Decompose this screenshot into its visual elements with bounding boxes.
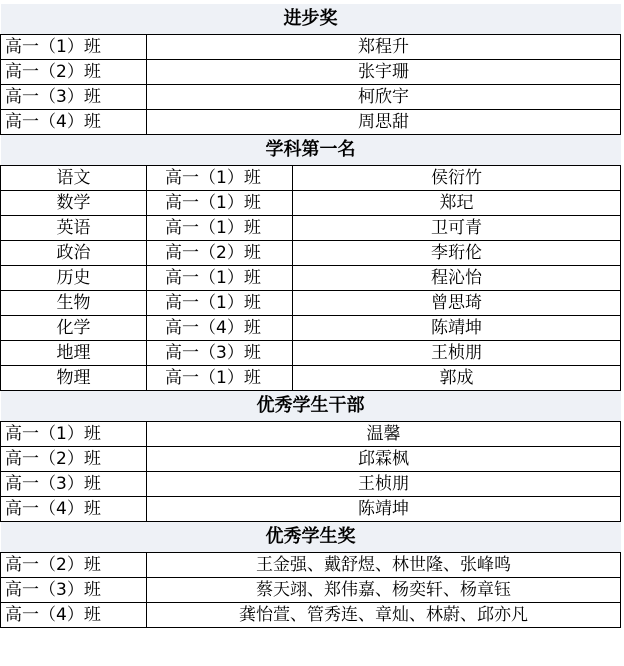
name-cell: 周思甜 bbox=[147, 110, 621, 135]
table-row bbox=[1, 291, 621, 316]
name-cell: 柯欣宇 bbox=[147, 85, 621, 110]
subject-cell: 地理 bbox=[1, 341, 147, 366]
section-title-progress: 进步奖 bbox=[1, 4, 621, 35]
table-row bbox=[1, 553, 621, 578]
class-cell: 高一（4）班 bbox=[1, 497, 147, 522]
name-cell: 邱霖枫 bbox=[147, 447, 621, 472]
name-cell: 张宇珊 bbox=[147, 60, 621, 85]
table-row bbox=[1, 578, 621, 603]
name-cell: 李珩伦 bbox=[293, 241, 621, 266]
name-cell: 郑程升 bbox=[147, 35, 621, 60]
class-cell: 高一（2）班 bbox=[1, 553, 147, 578]
class-cell: 高一（1）班 bbox=[1, 422, 147, 447]
name-cell: 侯衍竹 bbox=[293, 166, 621, 191]
name-cell: 卫可青 bbox=[293, 216, 621, 241]
class-cell: 高一（4）班 bbox=[1, 110, 147, 135]
subject-cell: 生物 bbox=[1, 291, 147, 316]
table-row bbox=[1, 166, 621, 191]
class-cell: 高一（2）班 bbox=[1, 447, 147, 472]
name-cell: 程沁怡 bbox=[293, 266, 621, 291]
name-cell: 陈靖坤 bbox=[147, 497, 621, 522]
name-cell: 郑玘 bbox=[293, 191, 621, 216]
class-cell: 高一（1）班 bbox=[147, 166, 293, 191]
table-row bbox=[1, 447, 621, 472]
class-cell: 高一（1）班 bbox=[147, 266, 293, 291]
table-row bbox=[1, 422, 621, 447]
class-cell: 高一（1）班 bbox=[147, 366, 293, 391]
section-title-excellent: 优秀学生奖 bbox=[1, 522, 621, 553]
name-cell: 陈靖坤 bbox=[293, 316, 621, 341]
table-row bbox=[1, 266, 621, 291]
class-cell: 高一（4）班 bbox=[147, 316, 293, 341]
name-cell: 温馨 bbox=[147, 422, 621, 447]
name-cell: 龚怡萱、管秀连、章灿、林蔚、邱亦凡 bbox=[147, 603, 621, 628]
excellent-student-table bbox=[0, 522, 621, 628]
cadre-award-table bbox=[0, 391, 621, 522]
class-cell: 高一（1）班 bbox=[1, 35, 147, 60]
class-cell: 高一（3）班 bbox=[1, 578, 147, 603]
table-row bbox=[1, 497, 621, 522]
table-row bbox=[1, 35, 621, 60]
name-cell: 蔡天翊、郑伟嘉、杨奕轩、杨章钰 bbox=[147, 578, 621, 603]
subject-cell: 历史 bbox=[1, 266, 147, 291]
table-row bbox=[1, 85, 621, 110]
subject-cell: 语文 bbox=[1, 166, 147, 191]
table-row bbox=[1, 341, 621, 366]
class-cell: 高一（3）班 bbox=[1, 472, 147, 497]
subject-top-table bbox=[0, 135, 621, 391]
table-row bbox=[1, 110, 621, 135]
section-title-cadre: 优秀学生干部 bbox=[1, 391, 621, 422]
class-cell: 高一（3）班 bbox=[1, 85, 147, 110]
class-cell: 高一（2）班 bbox=[147, 241, 293, 266]
progress-award-table bbox=[0, 4, 621, 135]
class-cell: 高一（3）班 bbox=[147, 341, 293, 366]
section-title-subject-top: 学科第一名 bbox=[1, 135, 621, 166]
name-cell: 王金强、戴舒煜、林世隆、张峰鸣 bbox=[147, 553, 621, 578]
name-cell: 郭成 bbox=[293, 366, 621, 391]
table-row bbox=[1, 366, 621, 391]
name-cell: 王桢朋 bbox=[147, 472, 621, 497]
award-sheet bbox=[0, 4, 624, 666]
subject-cell: 物理 bbox=[1, 366, 147, 391]
table-row bbox=[1, 603, 621, 628]
subject-cell: 政治 bbox=[1, 241, 147, 266]
class-cell: 高一（1）班 bbox=[147, 216, 293, 241]
subject-cell: 化学 bbox=[1, 316, 147, 341]
table-row bbox=[1, 191, 621, 216]
subject-cell: 英语 bbox=[1, 216, 147, 241]
table-row bbox=[1, 472, 621, 497]
name-cell: 王桢朋 bbox=[293, 341, 621, 366]
table-row bbox=[1, 241, 621, 266]
table-row bbox=[1, 60, 621, 85]
table-row bbox=[1, 316, 621, 341]
table-row bbox=[1, 216, 621, 241]
class-cell: 高一（1）班 bbox=[147, 291, 293, 316]
name-cell: 曾思琦 bbox=[293, 291, 621, 316]
class-cell: 高一（1）班 bbox=[147, 191, 293, 216]
class-cell: 高一（2）班 bbox=[1, 60, 147, 85]
class-cell: 高一（4）班 bbox=[1, 603, 147, 628]
subject-cell: 数学 bbox=[1, 191, 147, 216]
